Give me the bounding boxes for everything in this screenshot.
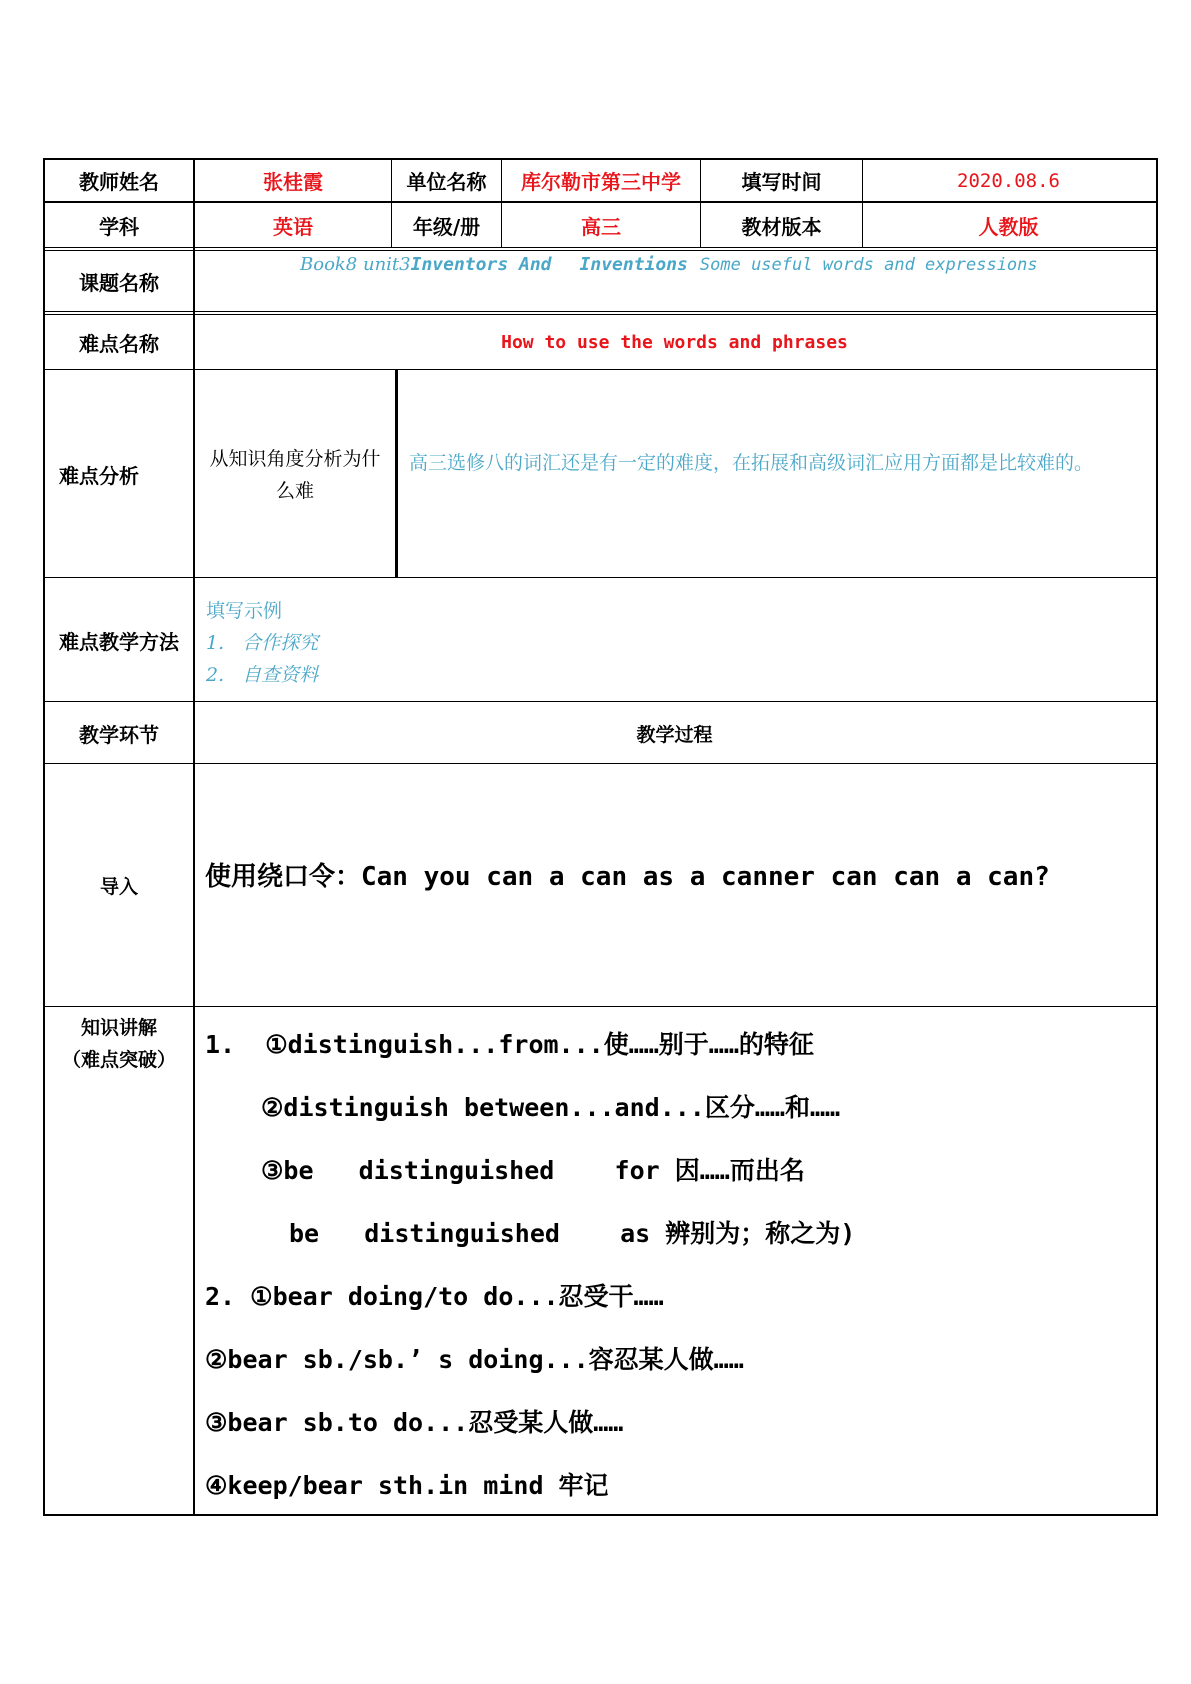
topic-part-desc: Some useful words and expressions (699, 255, 1038, 275)
analysis-text: 高三选修八的词汇还是有一定的难度，在拓展和高级词汇应用方面都是比较难的。 (409, 452, 1094, 474)
teacher-name-value: 张桂霞 (263, 170, 323, 194)
row-divider (43, 701, 1156, 702)
unit-name-value: 库尔勒市第三中学 (521, 170, 681, 194)
analysis-label: 难点分析 (59, 463, 139, 488)
topic-part-title2: Inventions (579, 254, 688, 275)
knowledge-line-3: ③be distinguished for 因……而出名 (261, 1156, 805, 1185)
textbook-value: 人教版 (978, 214, 1039, 239)
grade-label: 年级/册 (412, 214, 481, 239)
topic-part-title: Inventors And (410, 254, 552, 275)
method-example: 填写示例 (206, 600, 283, 622)
topic-part-book: Book8 unit3 (300, 254, 411, 275)
knowledge-label (45, 1012, 193, 1076)
row-divider (43, 369, 1156, 370)
knowledge-label-line2: （难点突破） (61, 1049, 176, 1071)
analysis-sub-label: 从知识角度分析为什么难 (209, 448, 381, 502)
method-item-2: 2. 自查资料 (206, 664, 319, 686)
subject-label: 学科 (99, 214, 139, 239)
fill-date-value: 2020.08.6 (957, 169, 1060, 192)
knowledge-line-6: ②bear sb./sb.’ s doing...容忍某人做…… (205, 1345, 744, 1374)
row-divider (43, 247, 1156, 251)
knowledge-line-2: ②distinguish between...and...区分……和…… (261, 1093, 841, 1122)
intro-text: 使用绕口令：Can you can a can as a canner can can a can? (205, 862, 1050, 892)
process-value: 教学过程 (636, 723, 713, 746)
method-item-1: 1. 合作探究 (206, 632, 319, 654)
knowledge-line-7: ③bear sb.to do...忍受某人做…… (205, 1408, 624, 1437)
method-label: 难点教学方法 (59, 629, 179, 654)
knowledge-line-5: 2. ①bear doing/to do...忍受干…… (205, 1282, 664, 1311)
row-divider (43, 1006, 1156, 1007)
subject-value: 英语 (273, 214, 313, 239)
unit-name-label: 单位名称 (406, 170, 487, 194)
fill-date-label: 填写时间 (741, 170, 822, 194)
column-divider (395, 369, 398, 577)
topic-value (300, 254, 1150, 275)
row-divider (43, 577, 1156, 578)
knowledge-line-8: ④keep/bear sth.in mind 牢记 (205, 1471, 609, 1500)
knowledge-line-4: be distinguished as 辨别为；称之为) (289, 1219, 856, 1248)
intro-label: 导入 (99, 876, 138, 898)
row-divider (43, 763, 1156, 764)
textbook-label: 教材版本 (741, 214, 822, 239)
grade-value: 高三 (581, 214, 621, 239)
knowledge-label-line1: 知识讲解 (80, 1017, 157, 1039)
knowledge-line-1: 1. ①distinguish...from...使……别于……的特征 (205, 1030, 814, 1059)
difficulty-label: 难点名称 (79, 331, 159, 356)
teacher-name-label: 教师姓名 (79, 170, 159, 194)
difficulty-value: How to use the words and phrases (501, 331, 848, 353)
process-label: 教学环节 (79, 722, 159, 747)
topic-label: 课题名称 (79, 270, 159, 295)
